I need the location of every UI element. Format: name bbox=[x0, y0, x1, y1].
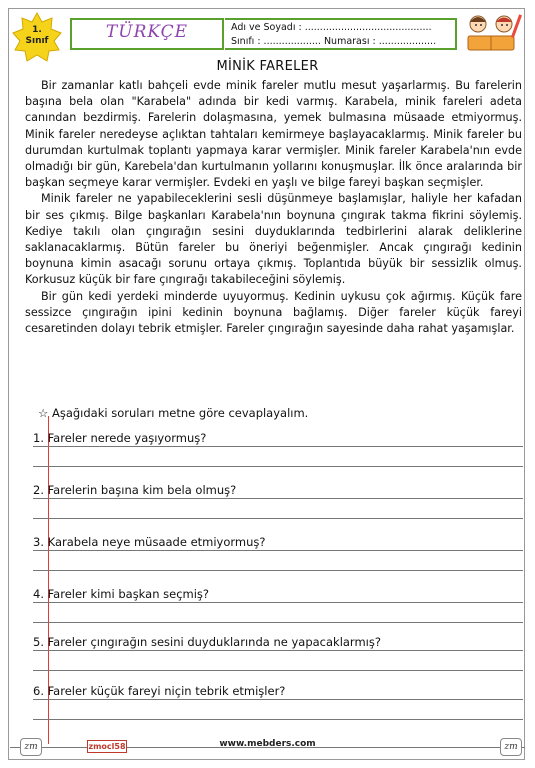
subject-title: TÜRKÇE bbox=[105, 22, 189, 42]
question-text: 3. Karabela neye müsaade etmiyormuş? bbox=[33, 535, 266, 549]
class-number-field[interactable]: Sınıfı : ................... Numarası : ................... bbox=[231, 36, 437, 47]
story-paragraph-2: Minik fareler ne yapabileceklerini sesli düşünmeye başlamışlar, haliyle her kafadan bir ses çıkmış. Bilge başkanları Karabela'nın boynuna çıngırak takma fikrini söylemiş. Kediye takılı olan çıngırağın sesini duyduklarında tedbirlerini alarak deliklerine saklanacaklarmış. Bütün fareler bu öneriyi beğenmişler. Ancak çıngırağı kedinin boynuna kimin asacağı sorunu ortaya çıkmış. Toplantıda büyük bir sessizlik olmuş. Korkusuz küçük bir fare çıngırağı takabileceğini söylemiş. bbox=[25, 192, 522, 287]
question-text: 2. Farelerin başına kim bela olmuş? bbox=[33, 483, 237, 497]
question-text: 4. Fareler kimi başkan seçmiş? bbox=[33, 587, 210, 601]
question-3[interactable] bbox=[33, 535, 523, 580]
footer-logo-right: zm bbox=[500, 738, 522, 756]
student-info-box bbox=[225, 18, 457, 50]
kids-reading-icon bbox=[460, 10, 522, 54]
question-line bbox=[33, 446, 523, 447]
question-2[interactable] bbox=[33, 483, 523, 528]
question-line bbox=[33, 602, 523, 603]
question-5[interactable] bbox=[33, 635, 523, 680]
star-outline-icon: ☆ bbox=[38, 406, 49, 420]
answer-line[interactable] bbox=[33, 570, 523, 571]
answer-line[interactable] bbox=[33, 622, 523, 623]
subject-box bbox=[70, 18, 224, 50]
question-4[interactable] bbox=[33, 587, 523, 632]
footer-code-badge: zmocl58 bbox=[88, 742, 126, 751]
grade-label: Sınıf bbox=[25, 36, 49, 46]
instruction-text: Aşağıdaki soruları metne göre cevaplayalım. bbox=[51, 406, 309, 420]
answer-line[interactable] bbox=[33, 518, 523, 519]
story-paragraph-3: Bir gün kedi yerdeki minderde uyuyormuş. Kedinin uykusu çok ağırmış. Küçük fare sessizce çıngırağın ipini kedinin boynuna bağlamış. Diğer fareler küçük fareyi cesaretinden dolayı tebrik etmişler. Fareler çıngırağın sayesinde daha rahat yaşamışlar. bbox=[25, 289, 522, 336]
footer-logo-left: zm bbox=[20, 738, 42, 756]
question-line bbox=[33, 699, 523, 700]
answer-line[interactable] bbox=[33, 670, 523, 671]
question-text: 1. Fareler nerede yaşıyormuş? bbox=[33, 431, 207, 445]
grade-number: 1. bbox=[32, 25, 42, 35]
question-1[interactable] bbox=[33, 431, 523, 476]
answer-line[interactable] bbox=[33, 719, 523, 720]
question-line bbox=[33, 550, 523, 551]
grade-badge bbox=[12, 12, 62, 62]
footer-website-link[interactable]: www.mebders.com bbox=[219, 739, 316, 749]
story-text bbox=[25, 78, 522, 337]
exercise-instruction bbox=[38, 406, 308, 420]
question-text: 5. Fareler çıngırağın sesini duyduklarında ne yapacaklarmış? bbox=[33, 635, 381, 649]
question-line bbox=[33, 650, 523, 651]
question-6[interactable] bbox=[33, 684, 523, 729]
name-field[interactable]: Adı ve Soyadı : .......................................... bbox=[231, 22, 432, 33]
answer-line[interactable] bbox=[33, 466, 523, 467]
document-title: MİNİK FARELER bbox=[216, 59, 319, 74]
question-line bbox=[33, 498, 523, 499]
question-text: 6. Fareler küçük fareyi niçin tebrik etmişler? bbox=[33, 684, 286, 698]
story-paragraph-1: Bir zamanlar katlı bahçeli evde minik fareler mutlu mesut yaşarlarmış. Bu farelerin başına bela olan "Karabela" adında bir kedi varmış. Karabela, minik fareleri adeta canından bezdirmiş. Farelerin dolaşmasına, yemek bulmasına müsaade etmiyormuş. Minik fareler neredeyse açlıktan tahtaları kemirmeye başlayacaklarmış. Minik fareler bu durumdan kurtulmak toplantı yapmaya karar vermişler. Minik fareler Karabela'nın evde olmadığı bir gün, Karebela'dan kurtulmanın yollarını konuşmuşlar. İlk önce aralarında bir başkan seçmeye karar vermişler. Evdeki en yaşlı ve bilge fareyi başkan seçmişler. bbox=[25, 79, 522, 190]
